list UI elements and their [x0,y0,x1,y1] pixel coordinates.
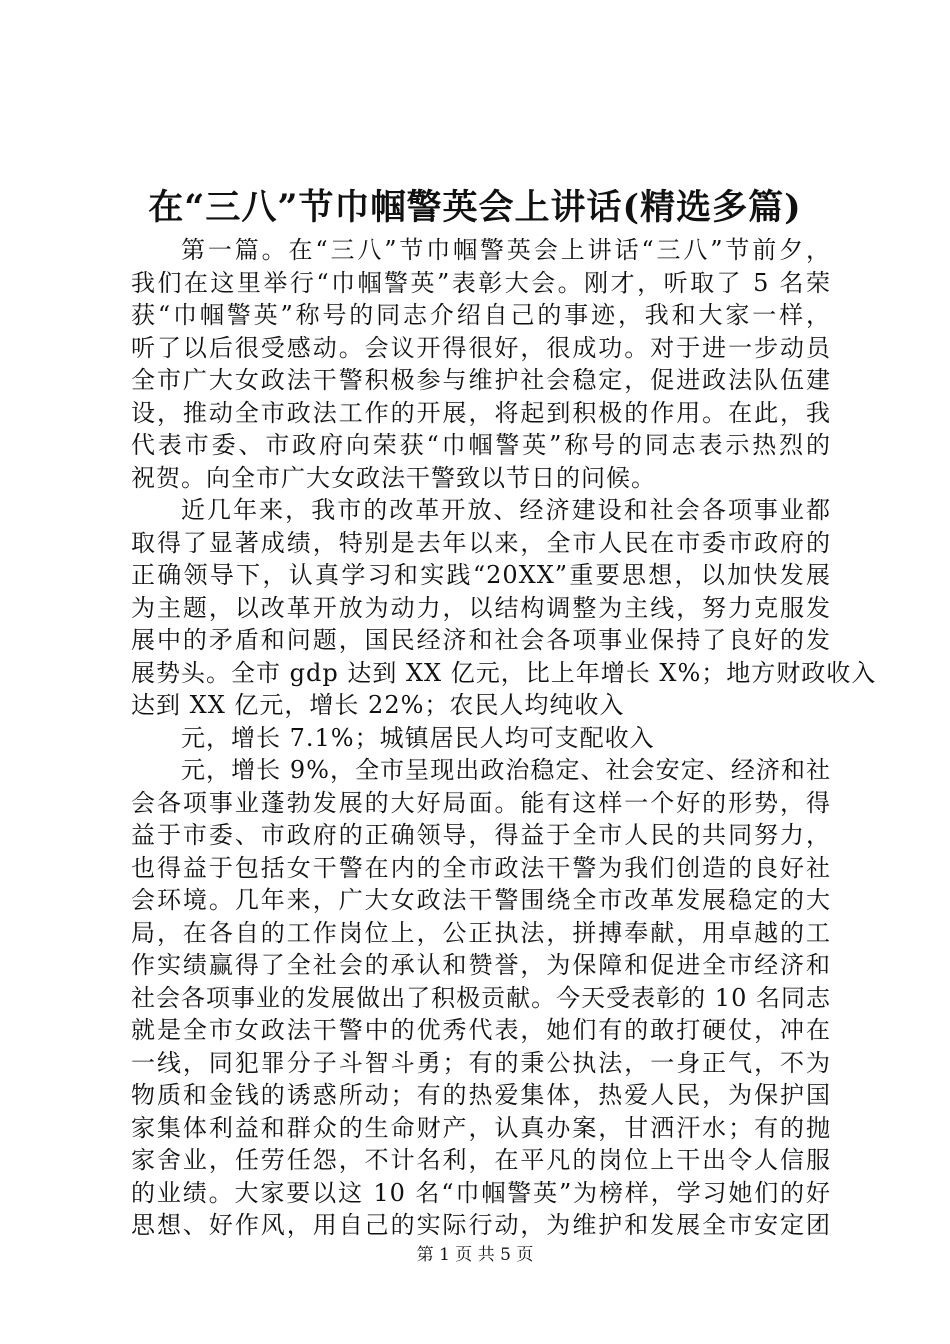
body-line: 设，推动全市政法工作的开展，将起到积极的作用。在此，我 [131,398,831,427]
body-line: 社会各项事业的发展做出了积极贡献。今天受表彰的 10 名同志 [131,983,831,1012]
body-line: 一线，同犯罪分子斗智斗勇；有的秉公执法，一身正气，不为 [131,1048,831,1077]
page-footer: 第 1 页 共 5 页 [416,1245,534,1265]
document-title: 在“三八”节巾帼警英会上讲话(精选多篇) [148,187,802,228]
body-line: 元，增长 7.1%；城镇居民人均可支配收入 [181,723,655,752]
body-line: 达到 XX 亿元，增长 22%；农民人均纯收入 [131,691,625,719]
body-line: 展势头。全市 gdp 达到 XX 亿元，比上年增长 X%；地方财政收入 [131,658,877,687]
body-line: 作实绩赢得了全社会的承认和赞誉，为保障和促进全市经济和 [131,951,831,979]
body-line: 为主题，以改革开放为动力，以结构调整为主线，努力克服发 [131,593,831,622]
body-line: 益于市委、市政府的正确领导，得益于全市人民的共同努力， [131,821,831,849]
body-line: 家集体利益和群众的生命财产，认真办案，甘洒汗水；有的抛 [131,1113,831,1142]
body-line: 局，在各自的工作岗位上，公正执法，拼搏奉献，用卓越的工 [131,918,831,947]
body-line: 近几年来，我市的改革开放、经济建设和社会各项事业都 [181,496,831,524]
body-line: 元，增长 9%，全市呈现出政治稳定、社会安定、经济和社 [181,756,831,784]
body-line: 的业绩。大家要以这 10 名“巾帼警英”为榜样，学习她们的好 [131,1178,831,1207]
body-line: 获“巾帼警英”称号的同志介绍自己的事迹，我和大家一样， [131,301,831,329]
body-line: 代表市委、市政府向荣获“巾帼警英”称号的同志表示热烈的 [131,431,831,459]
body-line: 会各项事业蓬勃发展的大好局面。能有这样一个好的形势，得 [131,788,831,817]
body-line: 听了以后很受感动。会议开得很好，很成功。对于进一步动员 [131,333,831,362]
body-line: 就是全市女政法干警中的优秀代表，她们有的敢打硬仗，冲在 [131,1016,831,1044]
body-line: 展中的矛盾和问题，国民经济和社会各项事业保持了良好的发 [131,626,831,654]
body-line: 会环境。几年来，广大女政法干警围绕全市改革发展稳定的大 [131,886,831,914]
document-body [131,234,877,1242]
body-line: 正确领导下，认真学习和实践“20XX”重要思想，以加快发展 [131,561,831,589]
body-line: 家舍业，任劳任怨，不计名利，在平凡的岗位上干出令人信服 [131,1146,831,1174]
body-line: 物质和金钱的诱惑所动；有的热爱集体，热爱人民，为保护国 [131,1081,831,1109]
body-line: 全市广大女政法干警积极参与维护社会稳定，促进政法队伍建 [131,366,831,394]
body-line: 也得益于包括女干警在内的全市政法干警为我们创造的良好社 [131,853,831,882]
body-line: 我们在这里举行“巾帼警英”表彰大会。刚才，听取了 5 名荣 [131,268,831,297]
body-line: 取得了显著成绩，特别是去年以来，全市人民在市委市政府的 [131,528,831,557]
body-line: 祝贺。向全市广大女政法干警致以节日的问候。 [131,463,656,492]
body-line: 第一篇。在“三八”节巾帼警英会上讲话“三八”节前夕， [181,236,831,264]
body-line: 思想、好作风，用自己的实际行动，为维护和发展全市安定团 [131,1211,831,1239]
